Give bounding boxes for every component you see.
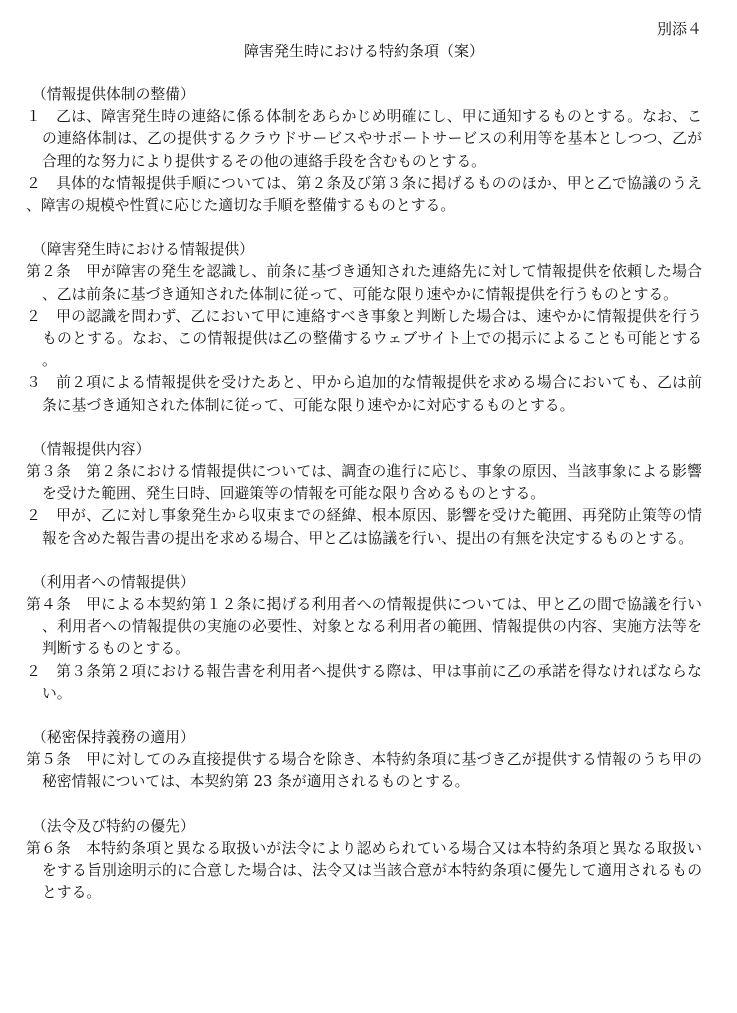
section-info-system <box>26 84 702 217</box>
section-heading: （法令及び特約の優先） <box>32 817 195 835</box>
section-info-content <box>26 439 702 550</box>
clause-number: ３ <box>26 374 57 392</box>
clause <box>26 261 702 305</box>
clause-text: 第３条第２項における報告書を利用者へ提供する際は、甲は事前に乙の承諾を得なければならない。 <box>42 662 702 702</box>
annex-label: 別添４ <box>656 20 702 38</box>
clause-text: 甲による本契約第１２条に掲げる利用者への情報提供については、甲と乙の間で協議を行い、利用者への情報提供の実施の必要性、対象となる利用者の範囲、情報提供の内容、実施方法等を判断するものとする。 <box>42 596 702 658</box>
clause-number: ２ <box>26 507 57 525</box>
clause <box>26 661 702 705</box>
document-body <box>26 84 702 927</box>
section-incident-info <box>26 239 702 417</box>
clause-text: 甲が障害の発生を認識し、前条に基づき通知された連絡先に対して情報提供を依頼した場合、乙は前条に基づき通知された体制に従って、可能な限り速やかに情報提供を行うものとする。 <box>42 263 702 303</box>
section-heading: （利用者への情報提供） <box>32 573 195 591</box>
clause <box>26 372 702 416</box>
clause-number: １ <box>26 108 57 126</box>
clause-text: 乙は、障害発生時の連絡に係る体制をあらかじめ明確にし、甲に通知するものとする。なお、この連絡体制は、乙の提供するクラウドサービスやサポートサービスの利用等を基本としつつ、乙が合理的な努力により提供するその他の連絡手段を含むものとする。 <box>42 108 702 170</box>
clause-number: 第２条 <box>26 263 87 281</box>
clause-number: 第４条 <box>26 596 87 614</box>
clause <box>26 749 702 793</box>
clause-number: 第５条 <box>26 751 87 769</box>
clause-number: 第３条 <box>26 463 87 481</box>
clause <box>26 173 702 217</box>
clause-text: 甲の認識を問わず、乙において甲に連絡すべき事象と判断した場合は、速やかに情報提供を行うものとする。なお、この情報提供は乙の整備するウェブサイト上での掲示によることも可能とする。 <box>42 307 702 370</box>
section-heading: （情報提供内容） <box>32 440 151 458</box>
section-heading: （秘密保持義務の適用） <box>32 729 195 747</box>
clause-text: 前２項による情報提供を受けたあと、甲から追加的な情報提供を求める場合においても、乙は前条に基づき通知された体制に従って、可能な限り速やかに対応するものとする。 <box>42 374 702 414</box>
document-title: 障害発生時における特約条項（案） <box>243 42 484 60</box>
clause <box>26 106 702 173</box>
section-heading: （障害発生時における情報提供） <box>32 241 254 259</box>
clause-number: ２ <box>26 174 57 192</box>
clause-text: 本特約条項と異なる取扱いが法令により認められている場合又は本特約条項と異なる取扱いをする旨別途明示的に合意した場合は、法令又は当該合意が本特約条項に優先して適用されるものとする。 <box>42 839 702 902</box>
section-confidentiality <box>26 727 702 794</box>
section-heading: （情報提供体制の整備） <box>32 86 195 103</box>
clause <box>26 306 702 373</box>
clause-text: 第２条における情報提供については、調査の進行に応じ、事象の原因、当該事象による影響を受けた範囲、発生日時、回避策等の情報を可能な限り含めるものとする。 <box>42 463 702 503</box>
clause <box>26 594 702 661</box>
section-precedence <box>26 816 702 905</box>
clause-number: ２ <box>26 307 57 325</box>
clause-text: 甲に対してのみ直接提供する場合を除き、本特約条項に基づき乙が提供する情報のうち甲の秘密情報については、本契約第 23 条が適用されるものとする。 <box>42 751 702 791</box>
clause-text: 甲が、乙に対し事象発生から収束までの経緯、根本原因、影響を受けた範囲、再発防止策等の情報を含めた報告書の提出を求める場合、甲と乙は協議を行い、提出の有無を決定するものとする。 <box>42 507 702 547</box>
clause-number: ２ <box>26 662 57 680</box>
clause-number: 第６条 <box>26 839 87 857</box>
clause <box>26 505 702 549</box>
clause <box>26 461 702 505</box>
section-user-info <box>26 572 702 705</box>
clause-text: 具体的な情報提供手順については、第２条及び第３条に掲げるもののほか、甲と乙で協議のうえ、障害の規模や性質に応じた適切な手順を整備するものとする。 <box>26 174 702 215</box>
clause <box>26 838 702 905</box>
